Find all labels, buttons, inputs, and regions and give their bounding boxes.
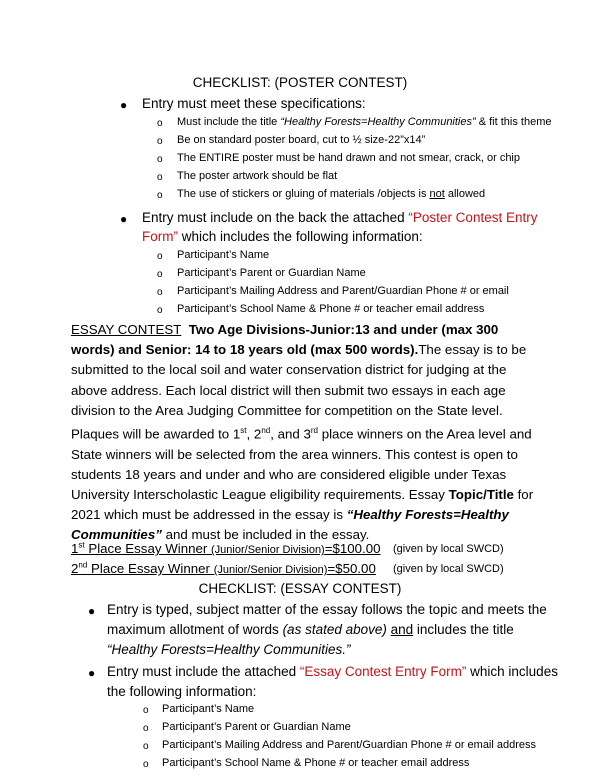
circle-bullet-icon: o [143,705,149,716]
poster-spec-item: The poster artwork should be flat [177,170,338,182]
poster-info-item: Participant’s Name [177,249,270,261]
poster-checklist-heading: CHECKLIST: (POSTER CONTEST) [192,75,408,90]
circle-bullet-icon: o [157,154,163,165]
bullet-icon: ● [88,666,96,680]
poster-back-requirement: Entry must include on the back the attached “Poster Contest Entry [142,210,538,225]
poster-spec-item: The use of stickers or gluing of materials /objects is not allowed [177,188,486,200]
bullet-icon: ● [88,604,96,618]
poster-spec-item: Must include the title “Healthy Forests=Healthy Communities” & fit this theme [177,116,552,128]
second-place-note: (given by local SWCD) [393,563,504,575]
circle-bullet-icon: o [143,759,149,770]
essay-checklist-item-typed-cont: maximum allotment of words (as stated above) and includes the title [107,622,514,637]
bullet-icon: ● [120,212,128,226]
circle-bullet-icon: o [157,287,163,298]
first-place-note: (given by local SWCD) [393,543,504,555]
circle-bullet-icon: o [143,723,149,734]
circle-bullet-icon: o [157,172,163,183]
circle-bullet-icon: o [157,251,163,262]
poster-spec-item: The ENTIRE poster must be hand drawn and not smear, crack, or chip [177,152,520,164]
circle-bullet-icon: o [157,136,163,147]
essay-contest-label: ESSAY CONTEST [71,322,182,337]
circle-bullet-icon: o [143,741,149,752]
poster-spec-item: Be on standard poster board, cut to ½ size-22”x14” [177,134,426,146]
essay-checklist-item-form: Entry must include the attached “Essay Contest Entry Form” which includes [107,664,558,679]
poster-spec-intro: Entry must meet these specifications: [142,96,366,111]
essay-checklist-item-form-cont: the following information: [107,684,257,699]
first-place-prize: 1st Place Essay Winner (Junior/Senior Division)=$100.00 [71,541,381,557]
essay-checklist-item-typed: Entry is typed, subject matter of the essay follows the topic and meets the [107,602,547,617]
poster-info-item: Participant’s Mailing Address and Parent/Guardian Phone # or email [177,285,509,297]
essay-info-item: Participant’s Parent or Guardian Name [162,721,351,733]
poster-info-item: Participant’s School Name & Phone # or teacher email address [177,303,485,315]
bullet-icon: ● [120,98,128,112]
essay-contest-paragraph: ESSAY CONTEST Two Age Divisions-Junior:13 and under (max 300 words) and Senior: 14 to 18 years old (max 500 words).The essay is to be submitted to the local soil and water conservation district for judging at the above address. Each local district will then submit two essays in each age division to the Area Judging Committee for competition on the State level. Plaques will be awarded to 1st, 2nd, and 3rd place winners on the Area level and State winners will be selected from the area winners. This contest is open to students 18 years and under and who are considered eligible under Texas University Interscholastic League eligibility requirements. Essay Topic/Title for 2021 which must be addressed in the essay is “Healthy Forests=Healthy Communities” and must be included in the essay. [71,322,534,543]
essay-info-item: Participant’s Mailing Address and Parent/Guardian Phone # or email address [162,739,537,751]
poster-info-item: Participant’s Parent or Guardian Name [177,267,366,279]
circle-bullet-icon: o [157,190,163,201]
essay-checklist-title: “Healthy Forests=Healthy Communities.” [107,642,351,657]
second-place-prize: 2nd Place Essay Winner (Junior/Senior Division)=$50.00 [71,561,376,577]
circle-bullet-icon: o [157,118,163,129]
essay-info-item: Participant’s Name [162,703,255,715]
circle-bullet-icon: o [157,269,163,280]
essay-info-item: Participant’s School Name & Phone # or teacher email address [162,757,470,769]
circle-bullet-icon: o [157,305,163,316]
essay-contest-section [71,320,539,546]
essay-divisions: Two Age Divisions-Junior:13 and under (max 300 words) and Senior: 14 to 18 years old (max 500 words). [71,322,499,358]
essay-checklist-heading: CHECKLIST: (ESSAY CONTEST) [198,581,402,596]
poster-back-requirement-cont: Form” which includes the following information: [142,229,423,244]
essay-title: “Healthy Forests=Healthy Communities” [71,507,509,543]
